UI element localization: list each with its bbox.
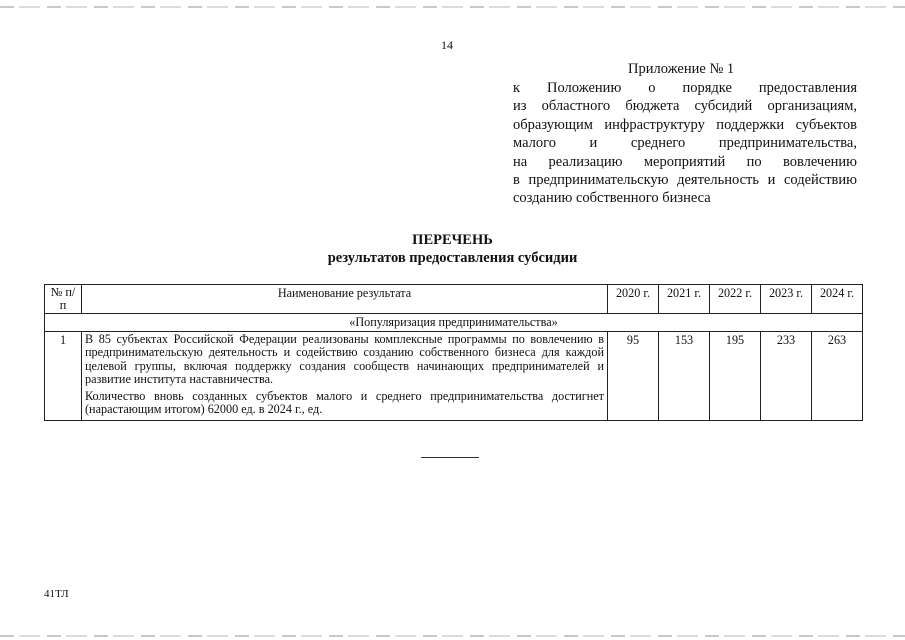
results-table [44, 284, 863, 421]
document-title: ПЕРЕЧЕНЬ [412, 232, 493, 248]
document-subtitle: результатов предоставления субсидии [327, 250, 578, 266]
appendix-line: на реализацию мероприятий по вовлечению [513, 153, 857, 170]
scan-artifact-top [0, 6, 905, 8]
row-text-1: В 85 субъектах Российской Федерации реализованы комплексные программы по вовлечению в предпринимательскую деятельность и содействию созданию собственного бизнеса для каждой целевой группы, включая поддержку создания сообществ начинающих предпринимателей и развитие института наставничества. [85, 332, 604, 387]
appendix-line: из областного бюджета субсидий организациям, [513, 98, 857, 115]
appendix-line: созданию собственного бизнеса [513, 190, 711, 207]
header-year: 2023 г. [761, 285, 812, 314]
header-year: 2021 г. [659, 285, 710, 314]
appendix-text [513, 79, 857, 208]
header-num: № п/п [45, 285, 82, 314]
section-row [45, 314, 863, 332]
appendix-line: к Положению о порядке предоставления [513, 80, 857, 96]
appendix-line: образующим инфраструктуру поддержки субъектов [513, 116, 857, 133]
appendix-line: в предпринимательскую деятельность и содействию [513, 172, 857, 189]
value-2020: 95 [608, 332, 659, 421]
header-year: 2022 г. [710, 285, 761, 314]
row-text-2: Количество вновь созданных субъектов малого и среднего предпринимательства достигнет (нарастающим итогом) 62000 ед. в 2024 г., ед. [85, 388, 604, 417]
value-2021: 153 [659, 332, 710, 421]
header-year: 2020 г. [608, 285, 659, 314]
row-number: 1 [45, 332, 82, 421]
value-2023: 233 [761, 332, 812, 421]
value-2024: 263 [812, 332, 863, 421]
end-divider [421, 457, 479, 458]
table-row [45, 332, 863, 421]
row-description [82, 332, 608, 421]
page-number: 14 [441, 38, 453, 52]
section-title: «Популяризация предпринимательства» [45, 314, 863, 332]
header-year: 2024 г. [812, 285, 863, 314]
footer-code: 41ТЛ [44, 588, 69, 600]
header-name: Наименование результата [82, 285, 608, 314]
appendix-title: Приложение № 1 [628, 61, 735, 77]
appendix-line: малого и среднего предпринимательства, [513, 135, 857, 152]
table-header-row [45, 285, 863, 314]
value-2022: 195 [710, 332, 761, 421]
scan-artifact-bottom [0, 635, 905, 637]
